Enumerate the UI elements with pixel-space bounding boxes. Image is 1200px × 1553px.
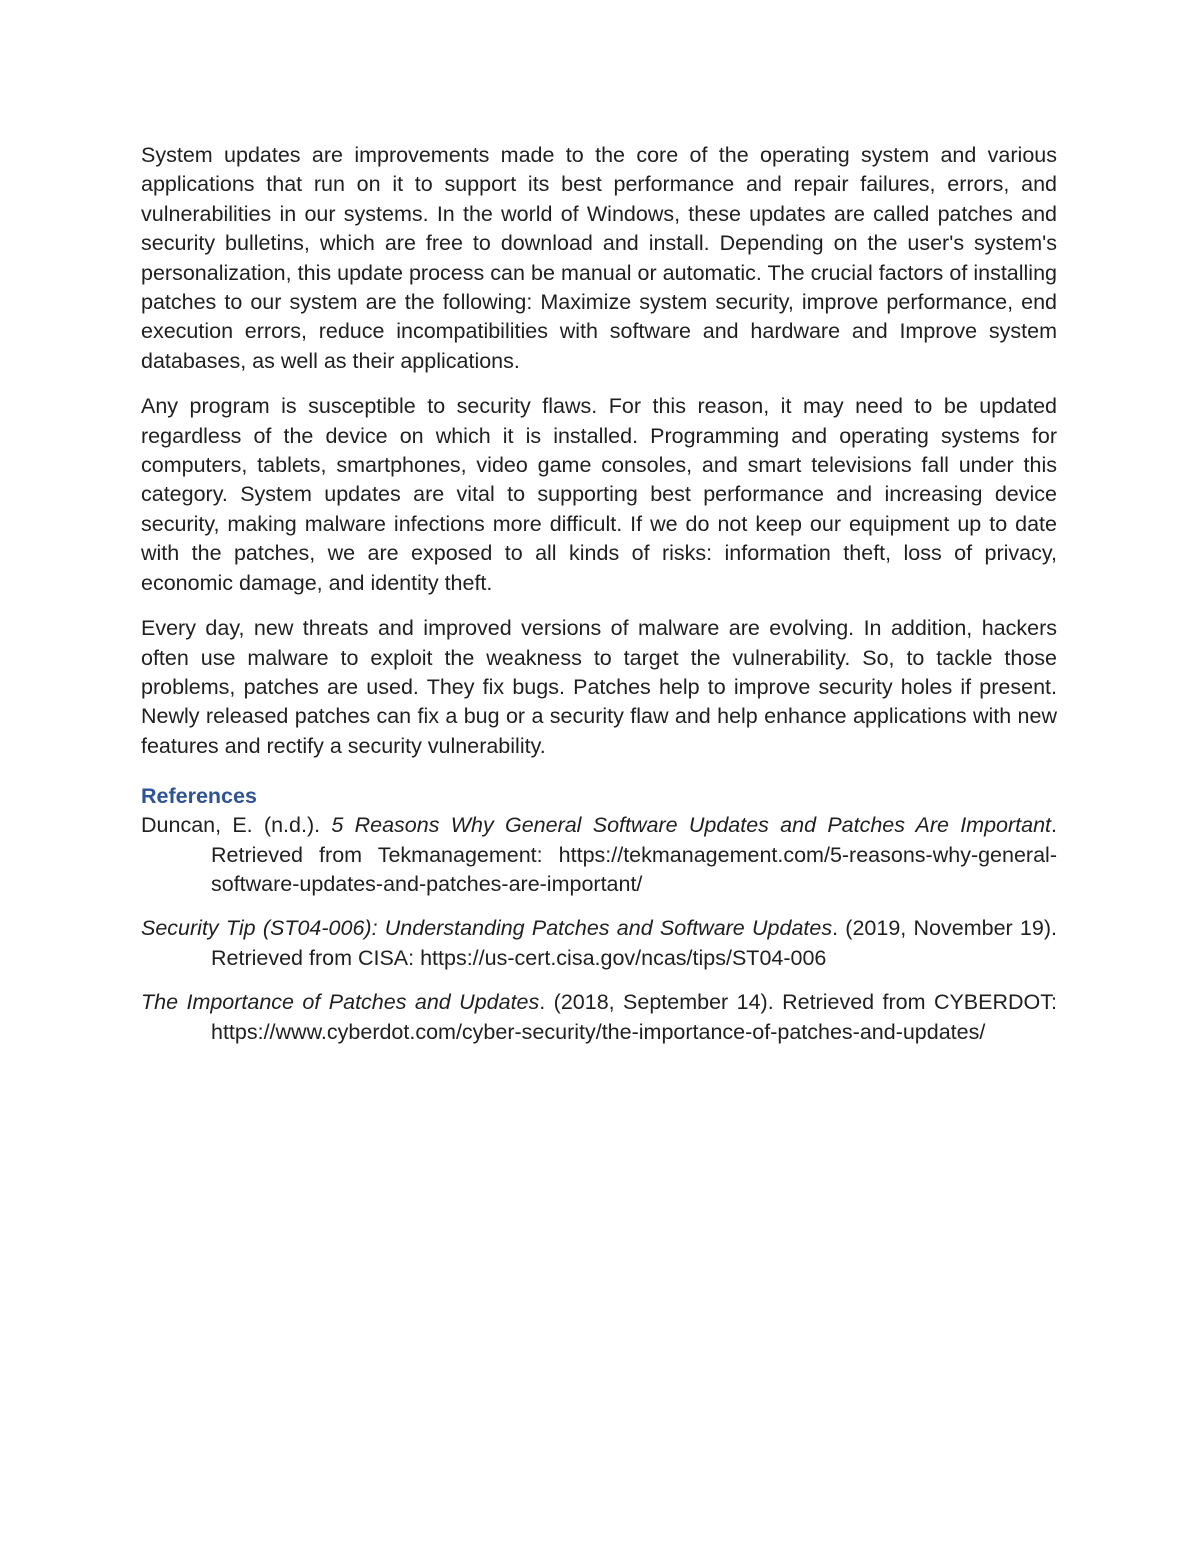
body-paragraph-3: Every day, new threats and improved versions of malware are evolving. In addition, hackers often use malware to exploit the weakness to target the vulnerability. So, to tackle those problems, patches are used. They fix bugs. Patches help to improve security holes if present. Newly released patches can fix a bug or a security flaw and help enhance applications with new features and rectify a security vulnerability.: [141, 616, 1057, 758]
reference-entry-2: [141, 914, 1057, 973]
reference-entry-3: [141, 988, 1057, 1047]
references-heading: References: [141, 784, 257, 809]
reference-lead: Duncan, E. (n.d.).: [141, 813, 332, 838]
reference-details: . Retrieved from Tekmanagement: https://tekmanagement.com/5-reasons-why-general-software-updates-and-patches-are-important/: [211, 813, 1058, 896]
reference-title: Security Tip (ST04-006): Understanding Patches and Software Updates: [141, 916, 833, 941]
reference-entry-1: [141, 811, 1057, 899]
reference-details: . (2018, September 14). Retrieved from CYBERDOT: https://www.cyberdot.com/cyber-security/the-importance-of-patches-and-updates/: [211, 990, 1057, 1044]
reference-title: 5 Reasons Why General Software Updates and Patches Are Important: [331, 813, 1052, 838]
reference-title: The Importance of Patches and Updates: [141, 990, 540, 1015]
body-paragraph-2: Any program is susceptible to security flaws. For this reason, it may need to be updated regardless of the device on which it is installed. Programming and operating systems for computers, tablets, smartphones, video game consoles, and smart televisions fall under this category. System updates are vital to supporting best performance and increasing device security, making malware infections more difficult. If we do not keep our equipment up to date with the patches, we are exposed to all kinds of risks: information theft, loss of privacy, economic damage, and identity theft.: [141, 394, 1057, 595]
body-paragraph-1: System updates are improvements made to the core of the operating system and various applications that run on it to support its best performance and repair failures, errors, and vulnerabilities in our systems. In the world of Windows, these updates are called patches and security bulletins, which are free to download and install. Depending on the user's system's personalization, this update process can be manual or automatic. The crucial factors of installing patches to our system are the following: Maximize system security, improve performance, end execution errors, reduce incompatibilities with software and hardware and Improve system databases, as well as their applications.: [141, 143, 1057, 373]
reference-details: . (2019, November 19). Retrieved from CISA: https://us-cert.cisa.gov/ncas/tips/ST04-006: [211, 916, 1057, 970]
document-page: [141, 141, 1057, 1062]
